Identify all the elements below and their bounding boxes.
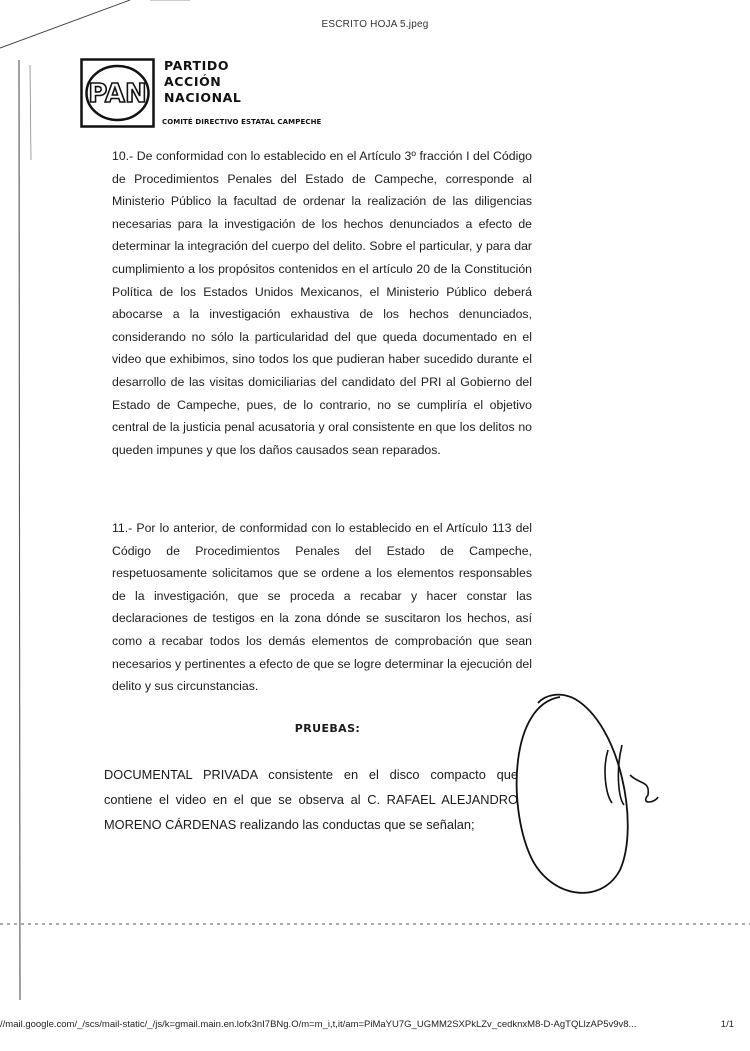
paragraph-11-text: 11.- Por lo anterior, de conformidad con lo establecido en el Artículo 113 del Código de Procedimientos Penales del Estado de Campeche, respetuosamente solicitamos que se ordene a los elementos responsables de la investigación, que se proceda a recabar y hacer constar las declaraciones de testigos en la zona dónde se suscitaron los hechos, así como a recabar todos los demás elementos de comprobación que sean necesarios y pertinentes a efecto de que se logre determinar la ejecución del delito y sus circunstancias. — [112, 521, 532, 694]
scan-edge-lines — [0, 0, 750, 60]
committee-name: COMITÉ DIRECTIVO ESTATAL CAMPECHE — [162, 118, 322, 126]
page-number: 1/1 — [720, 1019, 734, 1030]
paragraph-10 — [112, 145, 532, 461]
footer-url: //mail.google.com/_/scs/mail-static/_/js/k=gmail.main.en.lofx3nI7BNg.O/m=m_i,t,it/am=PiMaYU7G_UGMM2SXPkLZv_cedknxM8-D-AgTQLlzAP5v9v8... — [0, 1019, 637, 1030]
logo-lettering: PAN — [88, 79, 147, 109]
party-name-line-3: NACIONAL — [164, 90, 242, 105]
page-separator — [0, 922, 750, 926]
party-name-line-1: PARTIDO — [164, 58, 230, 73]
party-name — [164, 58, 242, 106]
paragraph-10-text: 10.- De conformidad con lo establecido en el Artículo 3º fracción I del Código de Procedimientos Penales del Estado de Campeche, corresponde al Ministerio Público la facultad de ordenar la realización de las diligencias necesarias para la investigación de los hechos denunciados a efecto de determinar la integración del cuerpo del delito. Sobre el particular, y para dar cumplimiento a los propósitos contenidos en el artículo 20 de la Constitución Política de los Estados Unidos Mexicanos, el Ministerio Público deberá abocarse a la investigación exhaustiva de los hechos denunciados, considerando no sólo la particularidad del que queda documentado en el video que exhibimos, sino todos los que pudieran haber sucedido durante el desarrollo de las visitas domiciliarias del candidato del PRI al Gobierno del Estado de Campeche, pues, de lo contrario, no se cumpliría el objetivo central de la justicia penal acusatoria y oral consistente en que los delitos no queden impunes y que los daños causados sean reparados. — [112, 149, 532, 457]
document-filename: ESCRITO HOJA 5.jpeg — [321, 19, 429, 30]
evidence-paragraph — [104, 762, 518, 837]
scan-margin-marks — [0, 40, 40, 1020]
pan-logo-icon — [80, 58, 155, 128]
party-name-line-2: ACCIÓN — [164, 74, 222, 89]
paragraph-11 — [112, 517, 532, 698]
evidence-text: DOCUMENTAL PRIVADA consistente en el disco compacto que contiene el video en el que se observa al C. RAFAEL ALEJANDRO MORENO CÁRDENAS realizando las conductas que se señalan; — [104, 767, 518, 832]
evidence-heading: PRUEBAS: — [294, 722, 361, 735]
signature-icon — [490, 685, 690, 915]
